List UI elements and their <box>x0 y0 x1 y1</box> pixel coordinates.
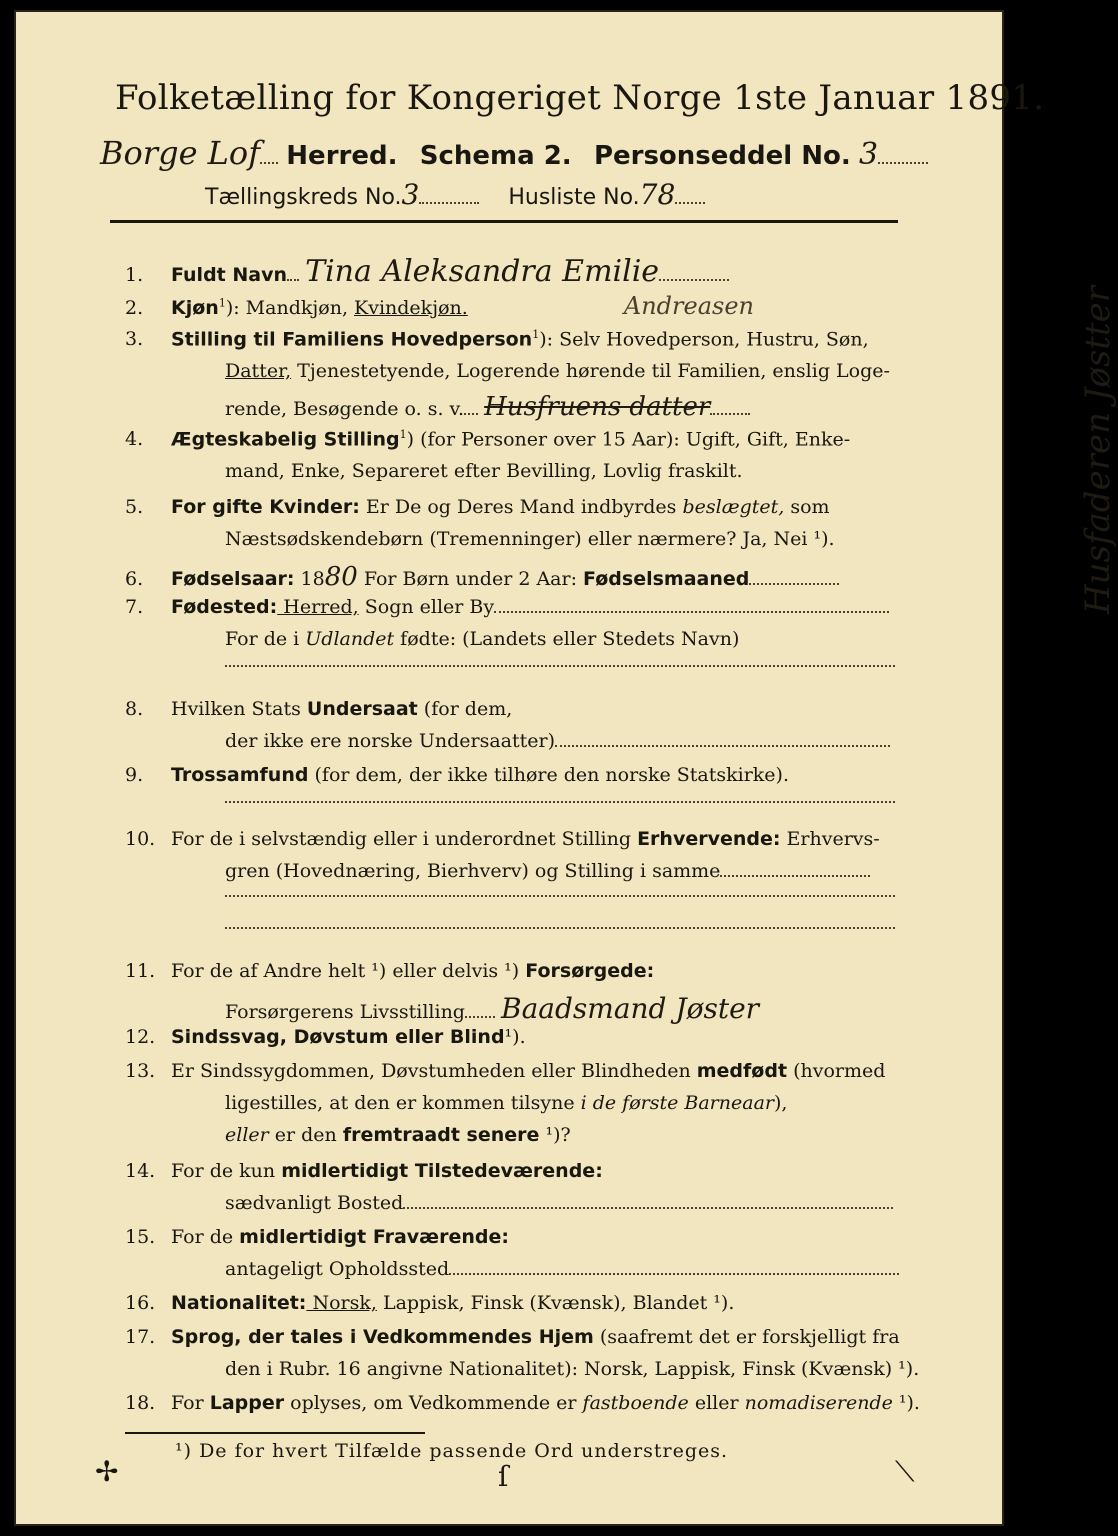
husliste-label: Husliste No. <box>508 185 640 210</box>
forsorger-handwritten: Baadsmand Jøster <box>501 992 760 1025</box>
footnote-rule <box>125 1432 425 1434</box>
fuldt-navn-label: Fuldt Navn <box>171 264 288 286</box>
schema-label: Schema 2. <box>419 141 572 171</box>
corner-mark-left: ✢ <box>95 1455 119 1488</box>
surname-handwritten: Andreasen <box>623 292 754 320</box>
herred-handwritten: Borge Lof <box>100 134 261 172</box>
husliste-number: 78 <box>639 178 676 211</box>
row-5: 5. For gifte Kvinder: Er De og Deres Mand indbyrdes beslægtet, som <box>125 496 830 518</box>
row-6: 6. Fødselsaar: 1880 For Børn under 2 Aar: Fødselsmaaned <box>125 562 839 592</box>
row-4: 4. Ægteskabelig Stilling$^1$) (for Personer over 15 Aar): Ugift, Gift, Enke- <box>125 428 851 451</box>
row-3: 3. Stilling til Familiens Hovedperson$^1$): Selv Hovedperson, Hustru, Søn, <box>125 328 869 351</box>
herred-label: Herred. <box>286 141 398 171</box>
row-9: 9. Trossamfund (for dem, der ikke tilhøre den norske Statskirke). <box>125 764 789 786</box>
row-11: 11. For de af Andre helt ¹) eller delvis ¹) Forsørgede: <box>125 960 655 982</box>
corner-mark-right: ⟍ <box>895 1455 915 1488</box>
name-handwritten: Tina Aleksandra Emilie <box>305 254 660 289</box>
row-8: 8. Hvilken Stats Undersaat (for dem, <box>125 698 513 720</box>
form-title: Folketælling for Kongeriget Norge 1ste Januar 1891. <box>115 78 1045 118</box>
row-13: 13. Er Sindssygdommen, Døvstumheden eller Blindheden medfødt (hvormed <box>125 1060 886 1082</box>
center-mark: ſ <box>498 1460 509 1493</box>
header-rule <box>110 220 898 223</box>
margin-handwritten: Husfaderen Jøstter <box>1078 285 1118 615</box>
row-18: 18. For Lapper oplyses, om Vedkommende er fastboende eller nomadiserende ¹). <box>125 1392 920 1414</box>
row-10: 10. For de i selvstændig eller i underordnet Stilling Erhvervende: Erhvervs- <box>125 828 880 850</box>
row-2: 2. Kjøn$^1$): Mandkjøn, Kvindekjøn. Andreasen <box>125 292 754 320</box>
personseddel-number: 3 <box>859 137 879 172</box>
personseddel-label: Personseddel No. <box>593 141 851 171</box>
row-12: 12. Sindssvag, Døvstum eller Blind¹). <box>125 1026 526 1048</box>
stilling-handwritten: Husfruens datter <box>484 392 711 422</box>
herred-line <box>100 134 928 172</box>
row-15: 15. For de midlertidigt Fraværende: <box>125 1226 509 1248</box>
row-14: 14. For de kun midlertidigt Tilstedeværende: <box>125 1160 603 1182</box>
kreds-number: 3 <box>401 178 420 211</box>
birth-year-handwritten: 80 <box>324 562 358 592</box>
row-1: 1. Fuldt Navn Tina Aleksandra Emilie <box>125 254 729 289</box>
kjon-label: Kjøn <box>171 297 219 319</box>
row-16: 16. Nationalitet: Norsk, Lappisk, Finsk (Kvænsk), Blandet ¹). <box>125 1292 735 1314</box>
footnote: ¹) De for hvert Tilfælde passende Ord understreges. <box>175 1440 729 1462</box>
row-17: 17. Sprog, der tales i Vedkommendes Hjem (saafremt det er forskjelligt fra <box>125 1326 900 1348</box>
row-7: 7. Fødested: Herred, Sogn eller By <box>125 596 889 618</box>
kvindekjon-underlined: Kvindekjøn. <box>354 297 468 319</box>
kreds-line <box>205 178 705 211</box>
kreds-label: Tællingskreds No. <box>205 185 402 210</box>
